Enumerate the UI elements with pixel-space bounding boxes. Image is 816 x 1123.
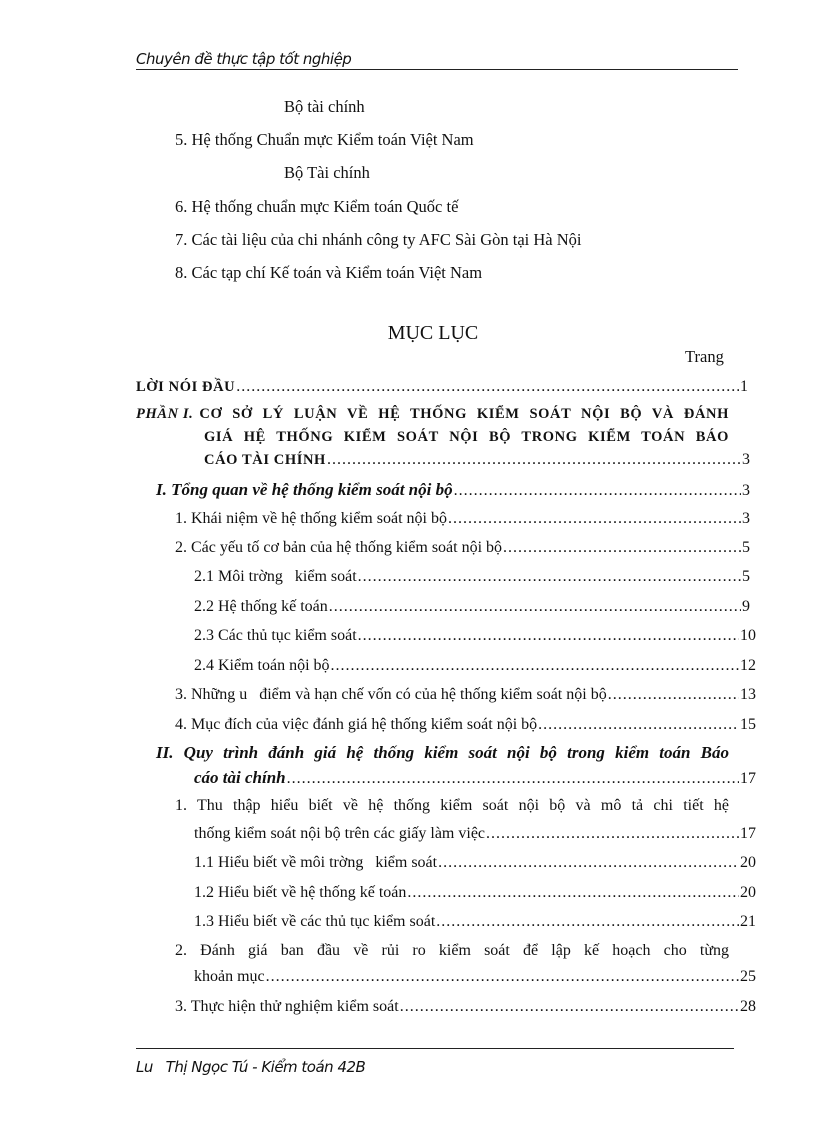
toc-page-number: 12 [740, 657, 756, 674]
toc-entry-2-2-line1: 2. Đánh giá ban đầu về rủi ro kiểm soát để lập kế hoạch cho từng [175, 942, 729, 959]
toc-leader-dots [608, 686, 739, 704]
toc-part-prefix: PHẦN I. [136, 406, 194, 422]
toc-leader-dots [358, 568, 741, 586]
toc-page-number: 3 [742, 451, 750, 468]
toc-entry-2-1-3[interactable] [194, 913, 756, 931]
toc-entry-text: 1. Khái niệm về hệ thống kiểm soát nội bộ [175, 510, 447, 527]
toc-entry-section-2-line1: II. Quy trình đánh giá hệ thống kiểm soát nội bộ trong kiểm toán Báo [156, 743, 729, 762]
toc-entry-loi-noi-dau[interactable] [136, 378, 748, 396]
toc-leader-dots [331, 657, 739, 675]
reference-line: Bộ Tài chính [284, 163, 370, 182]
page-header: Chuyên đề thực tập tốt nghiệp [136, 50, 738, 70]
toc-page-number: 20 [740, 884, 756, 901]
toc-entry-text: LỜI NÓI ĐẦU [136, 379, 236, 395]
toc-leader-dots [407, 884, 739, 902]
toc-entry-2-1-2[interactable] [194, 884, 756, 902]
toc-entry-2-2[interactable] [194, 968, 756, 986]
toc-leader-dots [538, 716, 739, 734]
toc-leader-dots [448, 510, 741, 528]
toc-leader-dots [358, 627, 739, 645]
toc-leader-dots [503, 539, 741, 557]
toc-entry-1-2-1[interactable] [194, 568, 750, 586]
toc-page-number: 5 [742, 568, 750, 585]
footer-rule [136, 1048, 734, 1049]
toc-page-number: 15 [740, 716, 756, 733]
toc-entry-text: 3. Thực hiện thử nghiệm kiểm soát [175, 998, 399, 1015]
toc-entry-1-4[interactable] [175, 716, 756, 734]
toc-entry-2-3[interactable] [175, 998, 756, 1016]
toc-leader-dots [236, 378, 739, 396]
page-column-label: Trang [685, 347, 724, 366]
toc-page-number: 17 [740, 825, 756, 842]
toc-entry-phan1-line2: GIÁ HỆ THỐNG KIỂM SOÁT NỘI BỘ TRONG KIỂM TOÁN BÁO [204, 429, 729, 445]
reference-item: 6. Hệ thống chuẩn mực Kiểm toán Quốc tế [175, 197, 459, 216]
toc-entry-text: khoản mục [194, 968, 265, 985]
toc-entry-1-1[interactable] [175, 510, 750, 528]
toc-entry-text: 1.2 Hiểu biết về hệ thống kế toán [194, 884, 407, 901]
toc-entry-1-2-3[interactable] [194, 627, 756, 645]
toc-page-number: 3 [742, 482, 750, 499]
toc-entry-text: 2.2 Hệ thống kế toán [194, 598, 328, 615]
toc-entry-text: 2.3 Các thủ tục kiểm soát [194, 627, 357, 644]
toc-entry-1-2-4[interactable] [194, 657, 756, 675]
toc-leader-dots [287, 770, 739, 788]
toc-entry-text: I. Tổng quan về hệ thống kiểm soát nội bộ [156, 480, 453, 499]
toc-entry-1-2-2[interactable] [194, 598, 750, 616]
toc-entry-text: 2.4 Kiểm toán nội bộ [194, 657, 330, 674]
toc-page-number: 20 [740, 854, 756, 871]
toc-entry-text: 2.1 Môi trờng kiểm soát [194, 568, 357, 585]
toc-entry-text: 3. Những u điểm và hạn chế vốn có của hệ thống kiểm soát nội bộ [175, 686, 607, 703]
toc-leader-dots [486, 825, 739, 843]
toc-leader-dots [400, 998, 739, 1016]
toc-title: MỤC LỤC [387, 322, 479, 344]
toc-entry-section-1[interactable] [156, 480, 750, 500]
toc-entry-section-2[interactable] [194, 768, 756, 788]
toc-leader-dots [438, 854, 739, 872]
toc-entry-1-3[interactable] [175, 686, 756, 704]
reference-item: 7. Các tài liệu của chi nhánh công ty AFC Sài Gòn tại Hà Nội [175, 230, 582, 249]
toc-entry-text: 1.1 Hiểu biết về môi trờng kiểm soát [194, 854, 438, 871]
toc-entry-1-2[interactable] [175, 539, 750, 557]
toc-page-number: 28 [740, 998, 756, 1015]
toc-entry-text: 4. Mục đích của việc đánh giá hệ thống kiểm soát nội bộ [175, 716, 538, 733]
toc-entry-phan1[interactable] [204, 451, 750, 469]
reference-item: 5. Hệ thống Chuẩn mực Kiểm toán Việt Nam [175, 130, 474, 149]
toc-entry-phan1-line1 [136, 406, 729, 423]
toc-leader-dots [436, 913, 739, 931]
toc-page-number: 13 [740, 686, 756, 703]
toc-leader-dots [266, 968, 739, 986]
toc-entry-text: CƠ SỞ LÝ LUẬN VỀ HỆ THỐNG KIỂM SOÁT NỘI BỘ VÀ ĐÁNH [199, 406, 729, 422]
toc-entry-text: thống kiểm soát nội bộ trên các giấy làm việc [194, 825, 486, 842]
toc-page-number: 25 [740, 968, 756, 985]
page-footer: Lu Thị Ngọc Tú - Kiểm toán 42B [136, 1058, 366, 1076]
toc-leader-dots [327, 451, 741, 469]
toc-page-number: 17 [740, 770, 756, 787]
toc-page-number: 1 [740, 378, 748, 395]
toc-entry-text: 2. Các yếu tố cơ bản của hệ thống kiểm soát nội bộ [175, 539, 503, 556]
reference-line: Bộ tài chính [284, 97, 365, 116]
toc-page-number: 9 [742, 598, 750, 615]
toc-entry-text: cáo tài chính [194, 768, 286, 787]
toc-page-number: 21 [740, 913, 756, 930]
toc-entry-2-1[interactable] [194, 825, 756, 843]
reference-item: 8. Các tạp chí Kế toán và Kiểm toán Việt Nam [175, 263, 483, 282]
toc-leader-dots [329, 598, 741, 616]
toc-leader-dots [454, 482, 741, 500]
toc-entry-2-1-line1: 1. Thu thập hiểu biết về hệ thống kiểm soát nội bộ và mô tả chi tiết hệ [175, 797, 729, 814]
toc-page-number: 3 [742, 510, 750, 527]
toc-entry-2-1-1[interactable] [194, 854, 756, 872]
toc-entry-text: CÁO TÀI CHÍNH [204, 452, 326, 468]
toc-page-number: 10 [740, 627, 756, 644]
toc-entry-text: 1.3 Hiểu biết về các thủ tục kiểm soát [194, 913, 436, 930]
toc-page-number: 5 [742, 539, 750, 556]
